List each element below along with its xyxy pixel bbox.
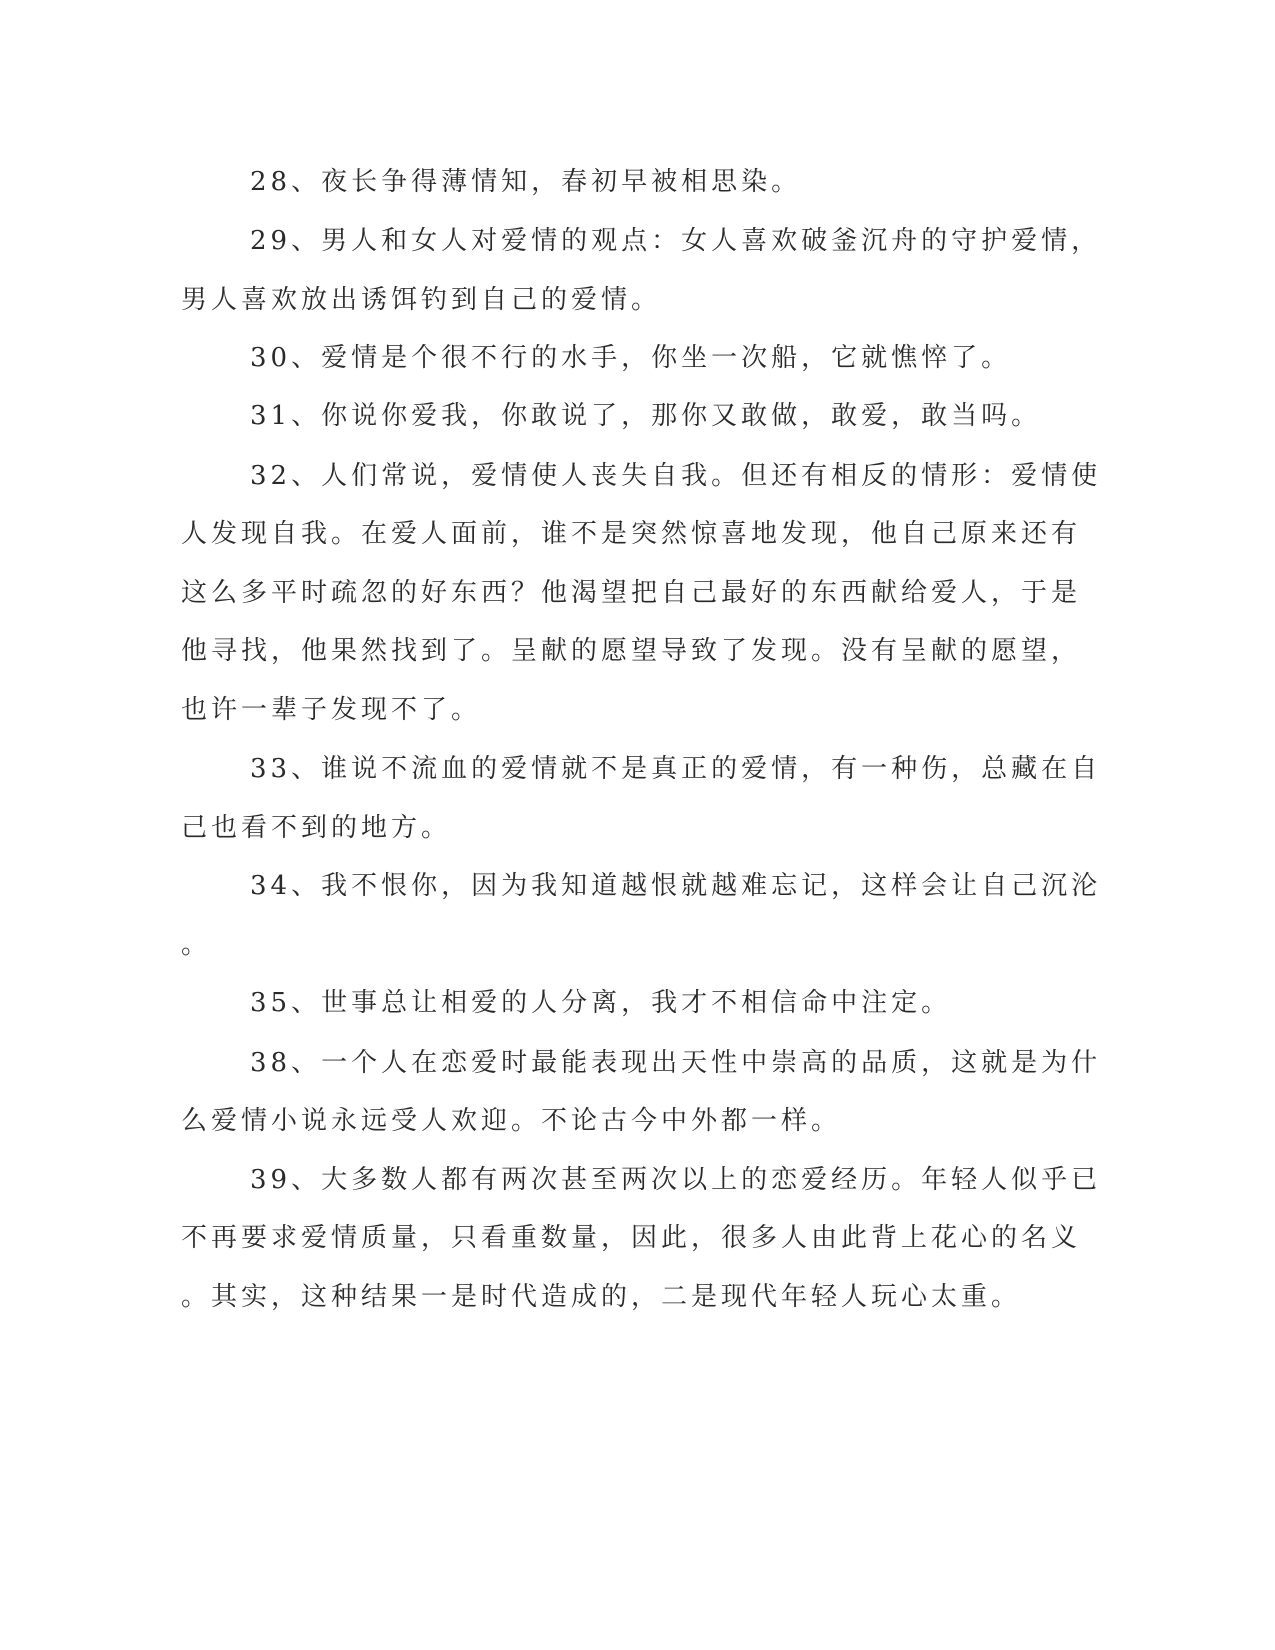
paragraph-38-line-1 (0, 1043, 1275, 1083)
line-text: 30、爱情是个很不行的水手，你坐一次船，它就憔悴了。 (250, 343, 1012, 373)
paragraph-32-line-1 (0, 456, 1275, 496)
paragraph-33-line-2 (0, 808, 1275, 848)
line-text: 33、谁说不流血的爱情就不是真正的爱情，有一种伤，总藏在自 (250, 754, 1102, 784)
line-text: 34、我不恨你，因为我知道越恨就越难忘记，这样会让自己沉沦 (250, 871, 1102, 901)
line-text: 39、大多数人都有两次甚至两次以上的恋爱经历。年轻人似乎已 (250, 1165, 1102, 1195)
paragraph-32-line-3 (0, 573, 1275, 613)
paragraph-32-line-2 (0, 514, 1275, 554)
line-text: 不再要求爱情质量，只看重数量，因此，很多人由此背上花心的名义 (181, 1223, 1082, 1253)
line-text: 。 (181, 930, 212, 960)
line-text: 己也看不到的地方。 (181, 813, 452, 843)
paragraph-30-line-1 (0, 338, 1275, 378)
paragraph-34-line-2 (0, 925, 1275, 965)
line-text: 31、你说你爱我，你敢说了，那你又敢做，敢爱，敢当吗。 (250, 401, 1042, 431)
paragraph-39-line-1 (0, 1160, 1275, 1200)
line-text: 29、男人和女人对爱情的观点：女人喜欢破釜沉舟的守护爱情， (250, 226, 1102, 256)
paragraph-32-line-5 (0, 690, 1275, 730)
paragraph-28-line-1 (0, 162, 1275, 202)
line-text: 他寻找，他果然找到了。呈献的愿望导致了发现。没有呈献的愿望， (181, 636, 1082, 666)
line-text: 人发现自我。在爱人面前，谁不是突然惊喜地发现，他自己原来还有 (181, 519, 1082, 549)
paragraph-29-line-1 (0, 221, 1275, 261)
line-text: 这么多平时疏忽的好东西？他渴望把自己最好的东西献给爱人，于是 (181, 578, 1082, 608)
line-text: 28、夜长争得薄情知，春初早被相思染。 (250, 167, 802, 197)
line-text: 32、人们常说，爱情使人丧失自我。但还有相反的情形：爱情使 (250, 461, 1102, 491)
paragraph-32-line-4 (0, 631, 1275, 671)
paragraph-29-line-2 (0, 280, 1275, 320)
line-text: 。其实，这种结果一是时代造成的，二是现代年轻人玩心太重。 (181, 1282, 1022, 1312)
paragraph-33-line-1 (0, 749, 1275, 789)
line-text: 也许一辈子发现不了。 (181, 695, 482, 725)
paragraph-31-line-1 (0, 396, 1275, 436)
paragraph-34-line-1 (0, 866, 1275, 906)
paragraph-38-line-2 (0, 1101, 1275, 1141)
paragraph-39-line-3 (0, 1277, 1275, 1317)
paragraph-39-line-2 (0, 1218, 1275, 1258)
line-text: 男人喜欢放出诱饵钓到自己的爱情。 (181, 285, 662, 315)
line-text: 35、世事总让相爱的人分离，我才不相信命中注定。 (250, 988, 952, 1018)
paragraph-35-line-1 (0, 983, 1275, 1023)
line-text: 38、一个人在恋爱时最能表现出天性中崇高的品质，这就是为什 (250, 1048, 1102, 1078)
line-text: 么爱情小说永远受人欢迎。不论古今中外都一样。 (181, 1106, 842, 1136)
